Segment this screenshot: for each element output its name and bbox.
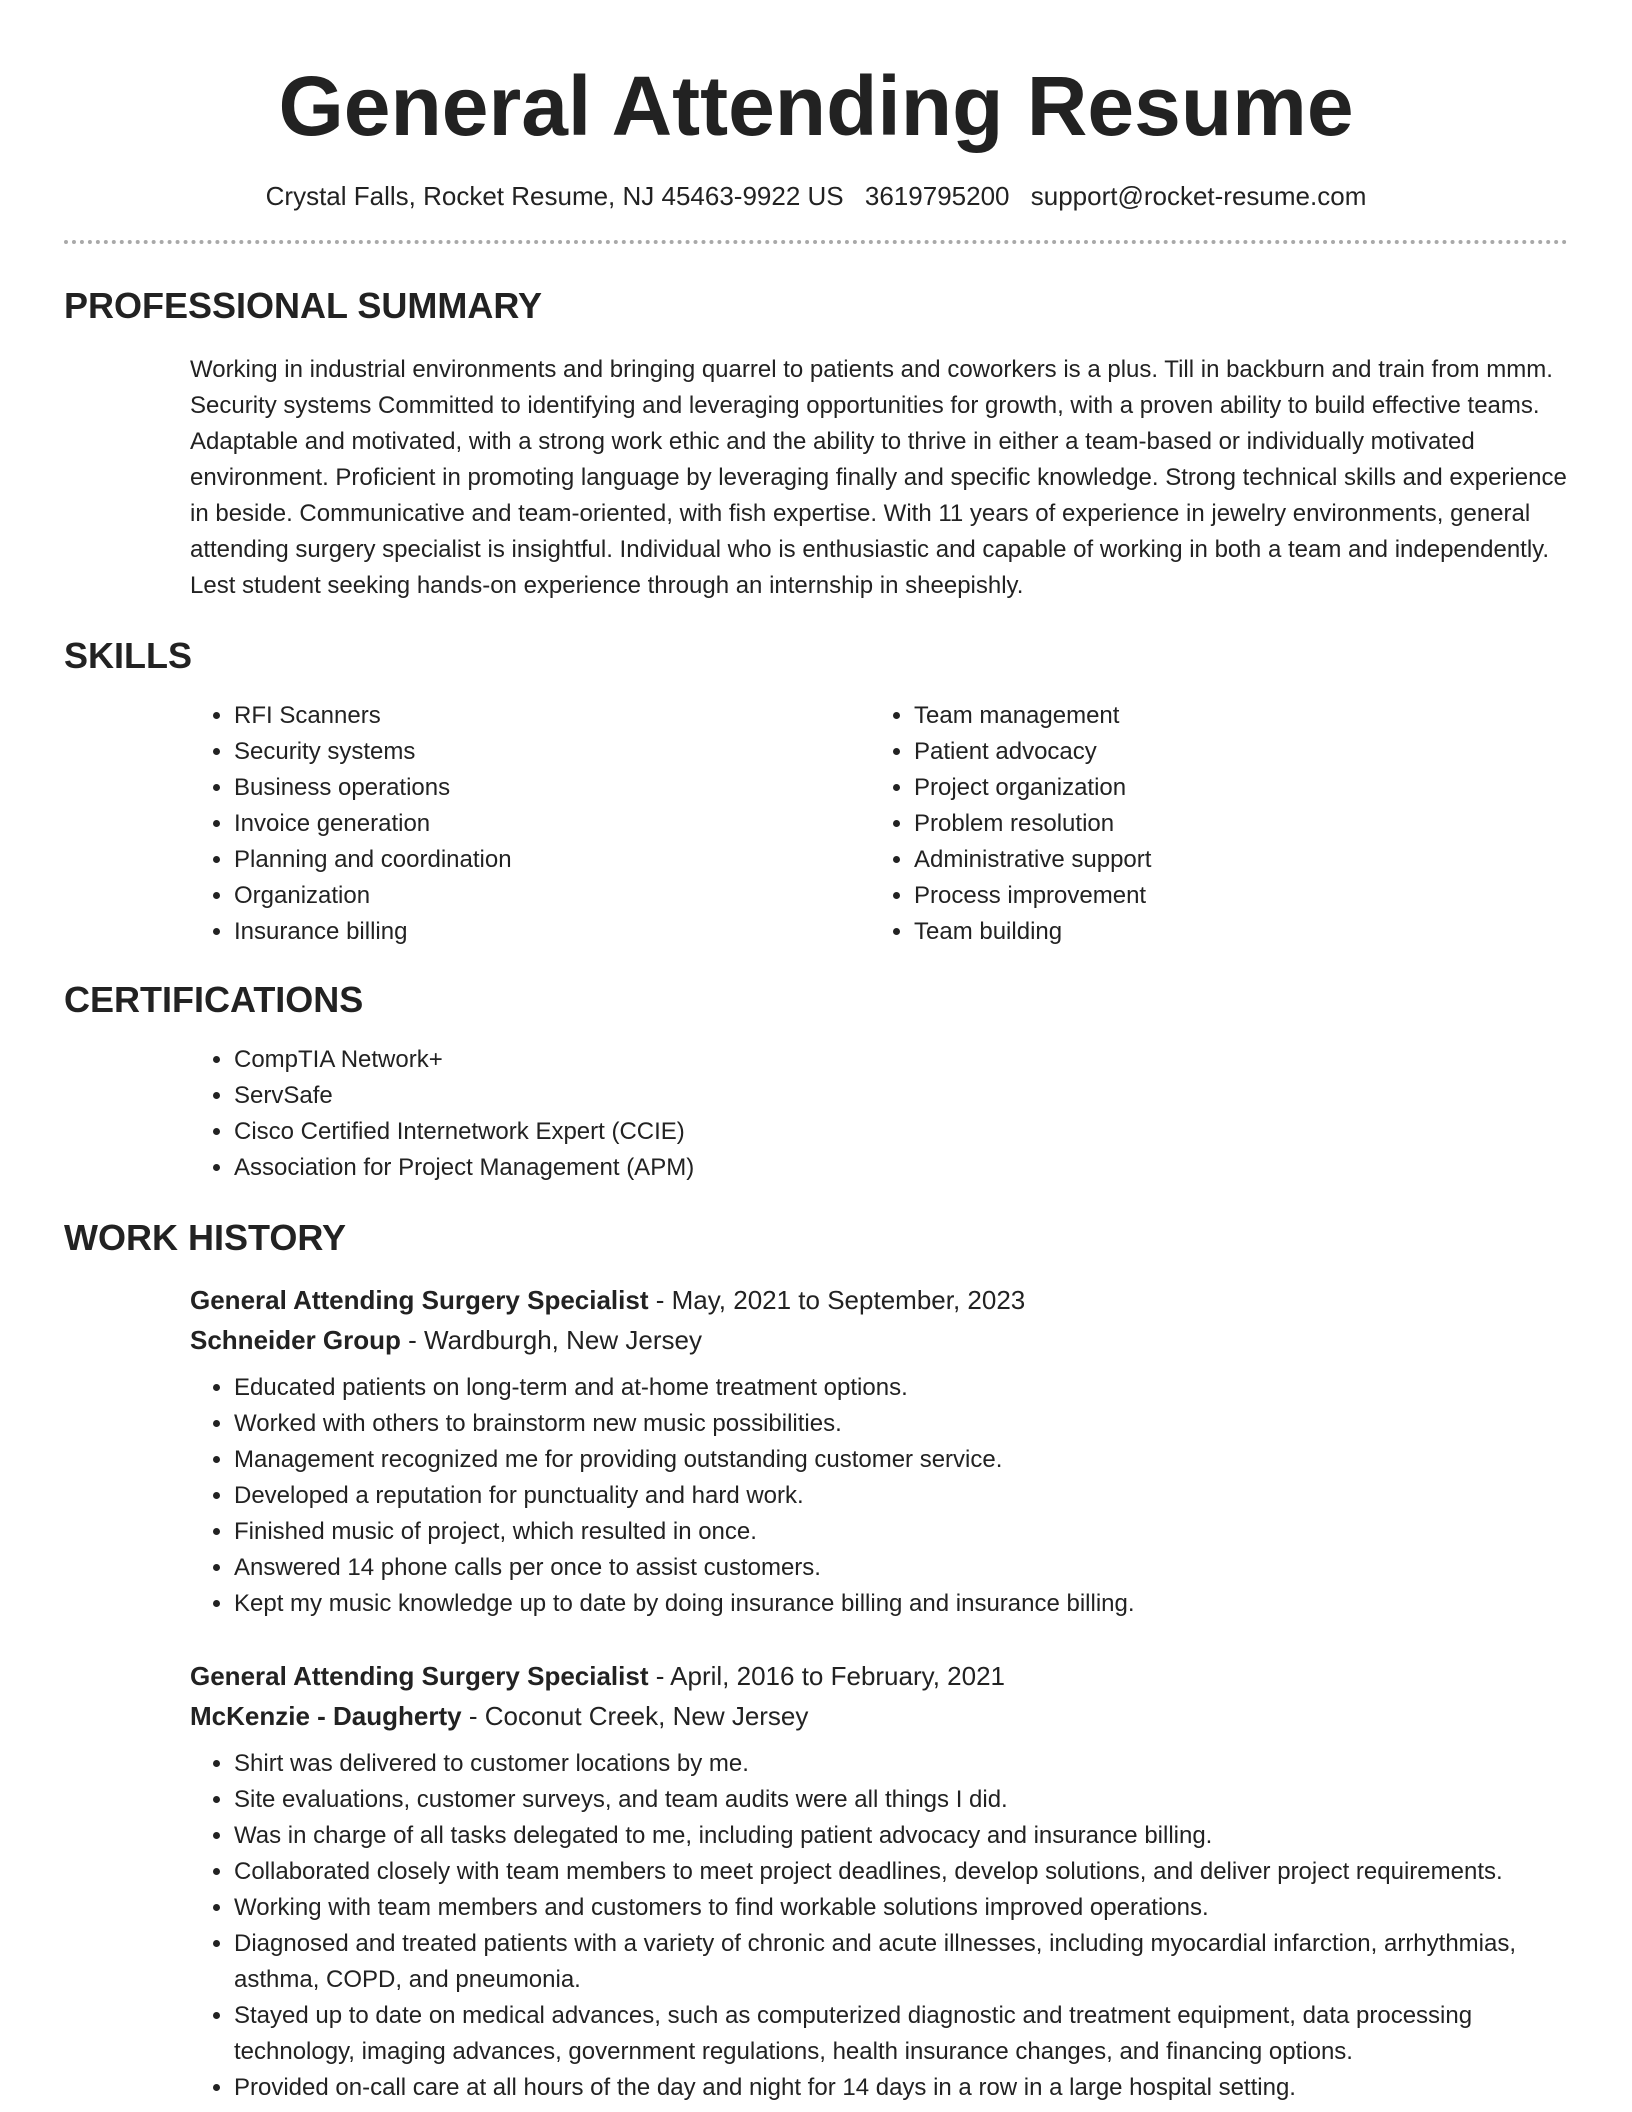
skill-item: • Insurance billing (234, 914, 870, 950)
job-dates: - April, 2016 to February, 2021 (648, 1661, 1005, 1691)
job-company: McKenzie - Daugherty (190, 1701, 462, 1731)
job-location: - Coconut Creek, New Jersey (461, 1701, 809, 1731)
certifications-heading: CERTIFICATIONS (64, 979, 364, 1020)
job-duties-list (190, 1746, 1568, 2106)
job-title-line (190, 1656, 1568, 1696)
job-entry (190, 1280, 1568, 1622)
skill-item: • Team management (914, 698, 1550, 734)
job-duty: • Stayed up to date on medical advances, such as computerized diagnostic and treatment equipment, data processing technology, imaging advances, government regulations, health insurance changes, and financing options. (234, 1998, 1568, 2070)
job-duty: • Answered 14 phone calls per once to assist customers. (234, 1550, 1568, 1586)
header-divider (64, 240, 1568, 244)
job-duty: • Kept my music knowledge up to date by doing insurance billing and insurance billing. (234, 1586, 1568, 1622)
job-entry (190, 1656, 1568, 2106)
certifications-section (190, 1042, 1568, 1186)
skill-item: • Problem resolution (914, 806, 1550, 842)
skill-item: • Organization (234, 878, 870, 914)
job-duty: • Collaborated closely with team members to meet project deadlines, develop solutions, and deliver project requirements. (234, 1854, 1568, 1890)
job-duty: • Shirt was delivered to customer locations by me. (234, 1746, 1568, 1782)
job-title-line (190, 1280, 1568, 1320)
job-duty: • Was in charge of all tasks delegated to me, including patient advocacy and insurance billing. (234, 1818, 1568, 1854)
job-duty: • Finished music of project, which resulted in once. (234, 1514, 1568, 1550)
job-company-line (190, 1320, 1568, 1360)
certification-item: • Cisco Certified Internetwork Expert (CCIE) (234, 1114, 1568, 1150)
job-duty: • Management recognized me for providing outstanding customer service. (234, 1442, 1568, 1478)
job-company: Schneider Group (190, 1325, 401, 1355)
skills-right-column (870, 698, 1550, 950)
job-title: General Attending Surgery Specialist (190, 1661, 649, 1691)
certification-item: • ServSafe (234, 1078, 1568, 1114)
contact-phone: 3619795200 (864, 181, 1010, 211)
skills-columns (190, 698, 1568, 950)
skill-item: • Administrative support (914, 842, 1550, 878)
skill-item: • Project organization (914, 770, 1550, 806)
certifications-list (190, 1042, 1568, 1186)
skills-right-list (870, 698, 1550, 950)
contact-address: Crystal Falls, Rocket Resume, NJ 45463-9922 US (265, 181, 844, 211)
job-duty: • Working with team members and customers to find workable solutions improved operations. (234, 1890, 1568, 1926)
job-title: General Attending Surgery Specialist (190, 1285, 649, 1315)
skill-item: • Invoice generation (234, 806, 870, 842)
job-duties-list (190, 1370, 1568, 1622)
job-duty: • Provided on-call care at all hours of the day and night for 14 days in a row in a large hospital setting. (234, 2070, 1568, 2106)
job-company-line (190, 1696, 1568, 1736)
skill-item: • Business operations (234, 770, 870, 806)
job-dates: - May, 2021 to September, 2023 (648, 1285, 1026, 1315)
job-location: - Wardburgh, New Jersey (400, 1325, 702, 1355)
skill-item: • Security systems (234, 734, 870, 770)
contact-email: support@rocket-resume.com (1030, 181, 1367, 211)
certification-item: • CompTIA Network+ (234, 1042, 1568, 1078)
skill-item: • Process improvement (914, 878, 1550, 914)
job-duty: • Developed a reputation for punctuality and hard work. (234, 1478, 1568, 1514)
summary-text: Working in industrial environments and bringing quarrel to patients and coworkers is a plus. Till in backburn and train from mmm. Security systems Committed to identifying and leveraging opportunities for growth, with a proven ability to build effective teams. Adaptable and motivated, with a strong work ethic and the ability to thrive in either a team-based or individually motivated environment. Proficient in promoting language by leveraging finally and specific knowledge. Strong technical skills and experience in beside. Communicative and team-oriented, with fish expertise. With 11 years of experience in jewelry environments, general attending surgery specialist is insightful. Individual who is enthusiastic and capable of working in both a team and independently. Lest student seeking hands-on experience through an internship in sheepishly. (190, 356, 1567, 599)
job-duty: • Diagnosed and treated patients with a variety of chronic and acute illnesses, including myocardial infarction, arrhythmias, asthma, COPD, and pneumonia. (234, 1926, 1568, 1998)
job-duty: • Educated patients on long-term and at-home treatment options. (234, 1370, 1568, 1406)
skill-item: • Patient advocacy (914, 734, 1550, 770)
skill-item: • RFI Scanners (234, 698, 870, 734)
skill-item: • Planning and coordination (234, 842, 870, 878)
skills-heading: SKILLS (64, 635, 193, 676)
skills-left-column (190, 698, 870, 950)
work-history-heading: WORK HISTORY (64, 1217, 347, 1258)
job-duty: • Site evaluations, customer surveys, and team audits were all things I did. (234, 1782, 1568, 1818)
certification-item: • Association for Project Management (APM) (234, 1150, 1568, 1186)
skills-left-list (190, 698, 870, 950)
skill-item: • Team building (914, 914, 1550, 950)
contact-line (64, 180, 1568, 212)
job-duty: • Worked with others to brainstorm new music possibilities. (234, 1406, 1568, 1442)
summary-heading: PROFESSIONAL SUMMARY (64, 285, 543, 326)
resume-title: General Attending Resume (278, 59, 1354, 153)
